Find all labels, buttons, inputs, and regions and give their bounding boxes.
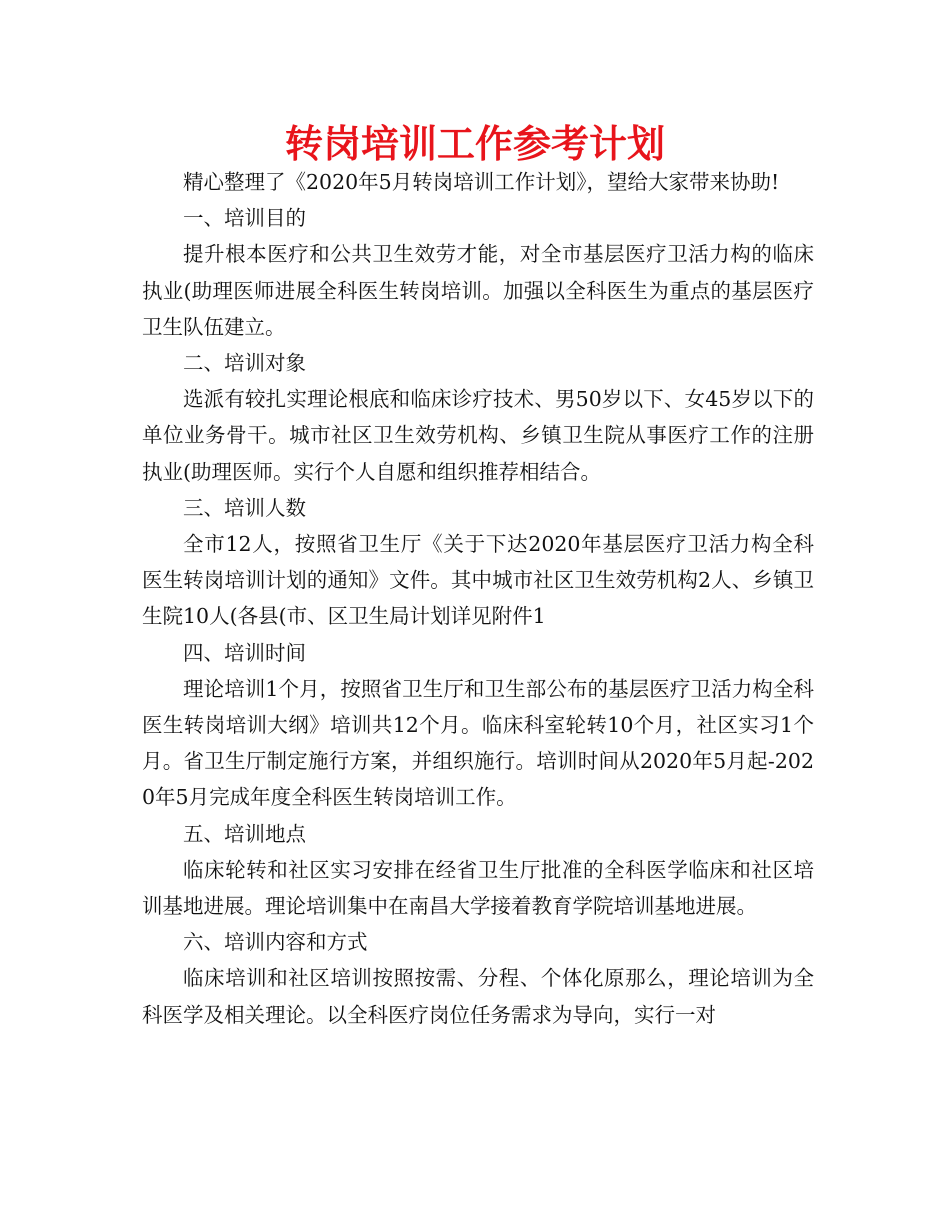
section-heading-target: 二、培训对象	[183, 351, 306, 376]
section-text-purpose: 提升根本医疗和公共卫生效劳才能，对全市基层医疗卫活力构的临床执业(助理医师进展全科医生转岗培训。加强以全科医生为重点的基层医疗卫生队伍建立。	[142, 242, 814, 339]
section-text-time: 理论培训1个月，按照省卫生厅和卫生部公布的基层医疗卫活力构全科医生转岗培训大纲》培训共12个月。临床科室轮转10个月，社区实习1个月。省卫生厅制定施行方案，并组织施行。培训时间从2020年5月起-2020年5月完成年度全科医生转岗培训工作。	[142, 676, 814, 810]
document-title: 转岗培训工作参考计划	[284, 122, 665, 166]
section-heading-location: 五、培训地点	[183, 821, 306, 846]
section-heading-time: 四、培训时间	[183, 640, 306, 665]
intro-paragraph: 精心整理了《2020年5月转岗培训工作计划》，望给大家带来协助!	[183, 170, 780, 194]
section-text-location: 临床轮转和社区实习安排在经省卫生厅批准的全科医学临床和社区培训基地进展。理论培训集中在南昌大学接着教育学院培训基地进展。	[142, 857, 814, 919]
section-text-count: 全市12人，按照省卫生厅《关于下达2020年基层医疗卫活力构全科医生转岗培训计划的通知》文件。其中城市社区卫生效劳机构2人、乡镇卫生院10人(各县(市、区卫生局计划详见附件1	[142, 532, 814, 629]
section-text-content: 临床培训和社区培训按照按需、分程、个体化原那么，理论培训为全科医学及相关理论。以全科医疗岗位任务需求为导向，实行一对	[142, 966, 814, 1027]
section-text-target: 选派有较扎实理论根底和临床诊疗技术、男50岁以下、女45岁以下的单位业务骨干。城市社区卫生效劳机构、乡镇卫生院从事医疗工作的注册执业(助理医师。实行个人自愿和组织推荐相结合。	[142, 387, 814, 484]
section-heading-content: 六、培训内容和方式	[183, 930, 368, 955]
document-body	[142, 164, 814, 1033]
section-heading-count: 三、培训人数	[183, 495, 306, 520]
section-heading-purpose: 一、培训目的	[183, 206, 306, 231]
